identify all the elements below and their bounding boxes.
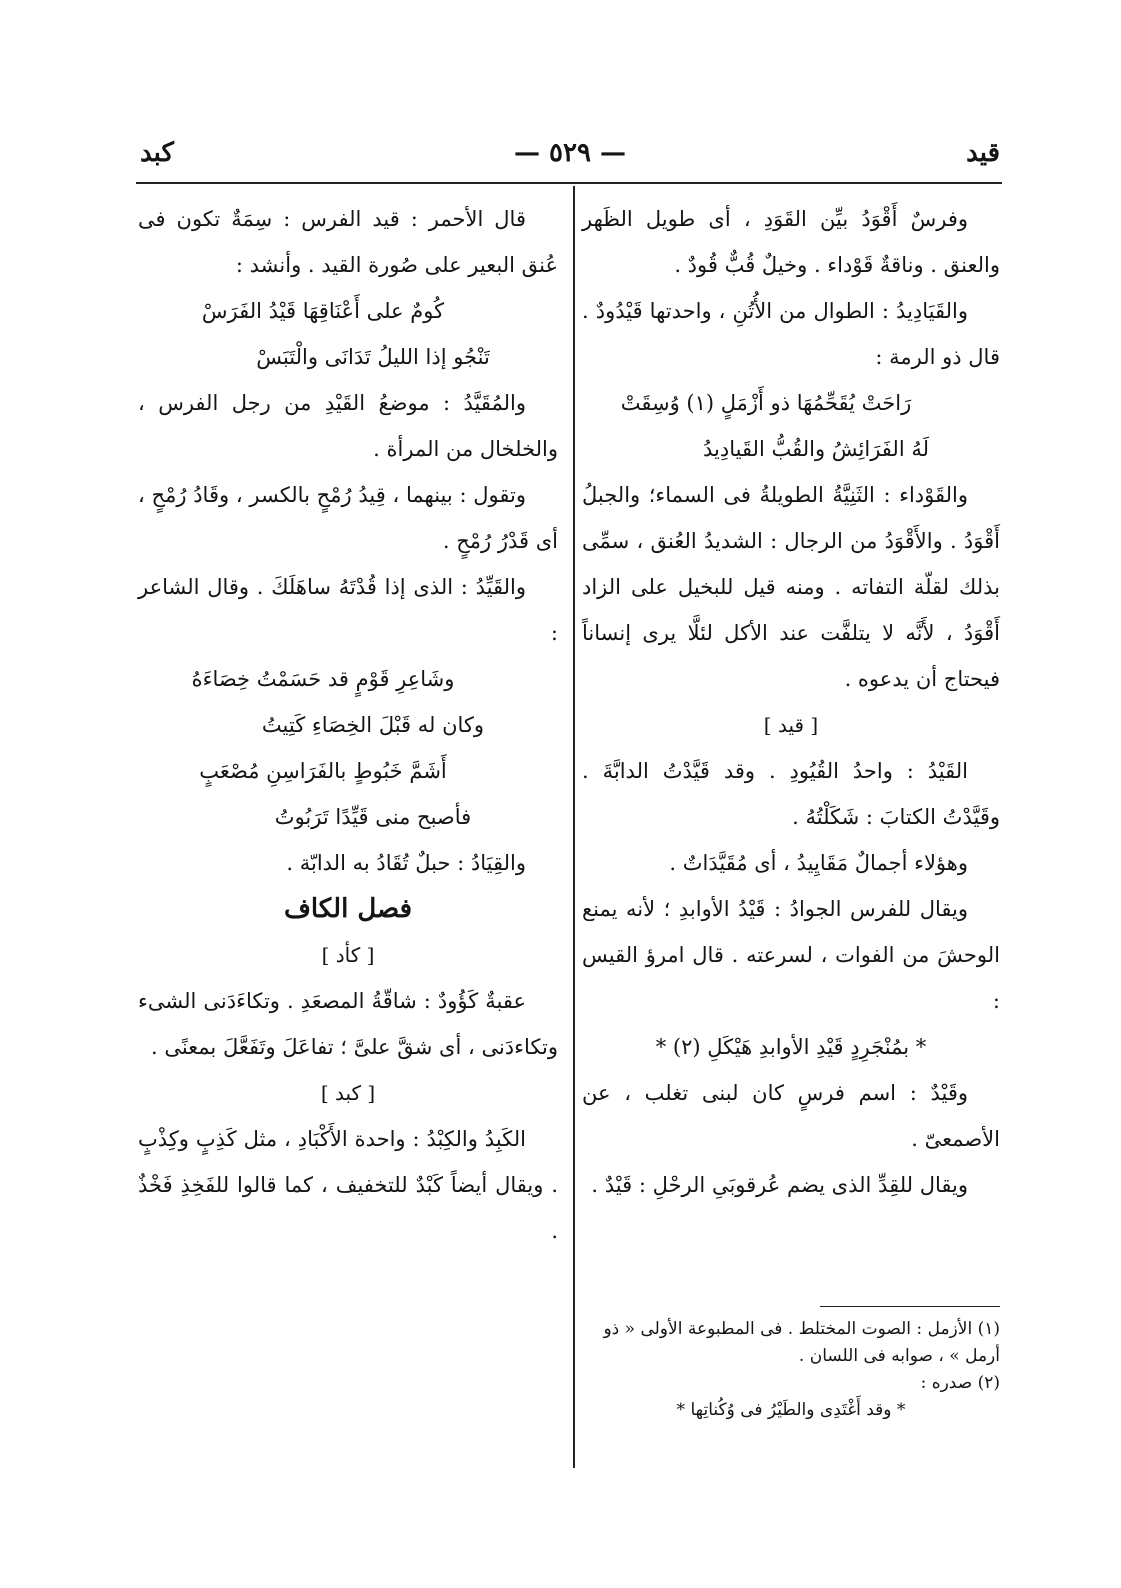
paragraph: وتقول : بينهما ، قِيدُ رُمْحٍ بالكسر ، وقَادُ رُمْحٍ ، أى قَدْرُ رُمْحٍ .	[138, 483, 558, 553]
paragraph: ويقال للفرس الجوادُ : قَيْدُ الأوابدِ ؛ لأنه يمنع الوحشَ من الفوات ، لسرعته . قال امرؤ القيس :	[582, 897, 1000, 1013]
column-divider	[573, 186, 575, 1468]
verse-line: * بمُنْجَرِدٍ قَيْدِ الأوابدِ هَيْكَلِ (٢) *	[655, 1035, 927, 1059]
paragraph: وهؤلاء أجمالٌ مَقَايِيدُ ، أى مُقَيَّدَاتٌ .	[669, 851, 968, 875]
footnotes	[582, 1316, 1000, 1424]
header-rule	[136, 182, 1002, 184]
paragraph: والقِيَادُ : حبلٌ تُقَادُ به الدابّة .	[286, 851, 526, 875]
paragraph: والقَيِّدُ : الذى إذا قُدْتَهُ ساهَلَكَ . وقال الشاعر :	[138, 575, 558, 645]
verse-line: أَشَمَّ خَبُوطٍ بالفَرَاسِنِ مُصْعَبٍ	[199, 759, 447, 783]
header-right-word: قيد	[966, 138, 1000, 168]
entry-heading: [ كأد ]	[321, 943, 375, 967]
verse-line: كُومٌ على أَعْنَاقِهَا قَيْدُ الفَرَسْ	[201, 299, 445, 323]
verse-line: فأصبح منى قَيِّدًا تَرَبُوتُ	[274, 805, 472, 829]
footnote-rule	[820, 1306, 1000, 1307]
verse-line: رَاحَتْ يُقَحِّمُهَا ذو أَزْمَلٍ (١) وُسِقَتْ	[620, 391, 912, 415]
section-title: فصل الكاف	[283, 894, 413, 924]
paragraph: وقَيْدٌ : اسم فرسٍ كان لبنى تغلب ، عن الأصمعىّ .	[582, 1081, 1000, 1151]
verse-line: تَنْجُو إذا الليلُ تَدَانَى والْتَبَسْ	[256, 345, 490, 369]
page-header	[140, 138, 1000, 178]
paragraph: الكَبِدُ والكِبْدُ : واحدة الأَكْبَادِ ، مثل كَذِبٍ وكِذْبٍ . ويقال أيضاً كَبْدٌ للتخفيف ، كما قالوا للفَخِذِ فَخْذٌ .	[138, 1127, 558, 1243]
paragraph: والقَيَادِيدُ : الطوال من الأُتُنِ ، واحدتها قَيْدُودٌ . قال ذو الرمة :	[582, 299, 1000, 369]
verse-line: وكان له قَبْلَ الخِصَاءِ كَتِيتُ	[261, 713, 485, 737]
verse-line: لَهُ الفَرَائِشُ والقُبُّ القَيادِيدُ	[702, 437, 929, 461]
footnote: (٢) صدره :	[920, 1373, 1000, 1393]
paragraph: والمُقَيَّدُ : موضعُ القَيْدِ من رجل الفرس ، والخلخال من المرأة .	[138, 391, 558, 461]
paragraph: وفرسٌ أَقْوَدُ بيِّن القَوَدِ ، أى طويل الظَهر والعنق . وناقةٌ قَوْداء . وخيلٌ قُبٌّ قُودٌ .	[582, 207, 1000, 277]
header-left-word: كبد	[140, 138, 174, 168]
left-column	[138, 196, 558, 1254]
paragraph: قال الأحمر : قيد الفرس : سِمَةٌ تكون فى عُنق البعير على صُورة القيد . وأنشد :	[138, 207, 558, 277]
paragraph: ويقال للقِدِّ الذى يضم عُرقوبَىِ الرحْلِ : قَيْدٌ .	[591, 1173, 968, 1197]
entry-heading: [ كبد ]	[320, 1081, 376, 1105]
paragraph: عقبةٌ كَؤُودٌ : شاقّةُ المصعَدِ . وتكاءَدَنى الشىء وتكاءدَنى ، أى شقَّ علىَّ ؛ تفاعَلَ وتَفَعَّلَ بمعنًى .	[138, 989, 558, 1059]
paragraph: والقَوْداء : الثَنِيَّةُ الطويلةُ فى السماء؛ والجبلُ أَقْوَدُ . والأَقْوَدُ من الرجال : الشديدُ العُنق ، سمِّى بذلك لقلّة التفاته . ومنه قيل للبخيل على الزاد أَقْوَدُ ، لأَنَّه لا يتلفَّت عند الأكل لئلَّا يرى إنساناً فيحتاج أن يدعوه .	[582, 483, 1000, 691]
entry-heading: [ قيد ]	[763, 713, 819, 737]
verse-line: وشَاعِرِ قَوْمٍ قد حَسَمْتُ خِصَاءَهُ	[191, 667, 455, 691]
page-number: — ٥٢٩ —	[513, 138, 627, 168]
paragraph: القَيْدُ : واحدُ القُيُودِ . وقد قَيَّدْتُ الدابَّةَ . وقَيَّدْتُ الكتابَ : شَكَلْتُهُ .	[582, 759, 1000, 829]
footnote: (١) الأزمل : الصوت المختلط . فى المطبوعة الأولى « ذو أرمل » ، صوابه فى اللسان .	[603, 1319, 1000, 1366]
right-column	[582, 196, 1000, 1208]
footnote-verse: * وقد أَغْتَدِى والطَيْرُ فى وُكُناتِها *	[676, 1400, 906, 1420]
